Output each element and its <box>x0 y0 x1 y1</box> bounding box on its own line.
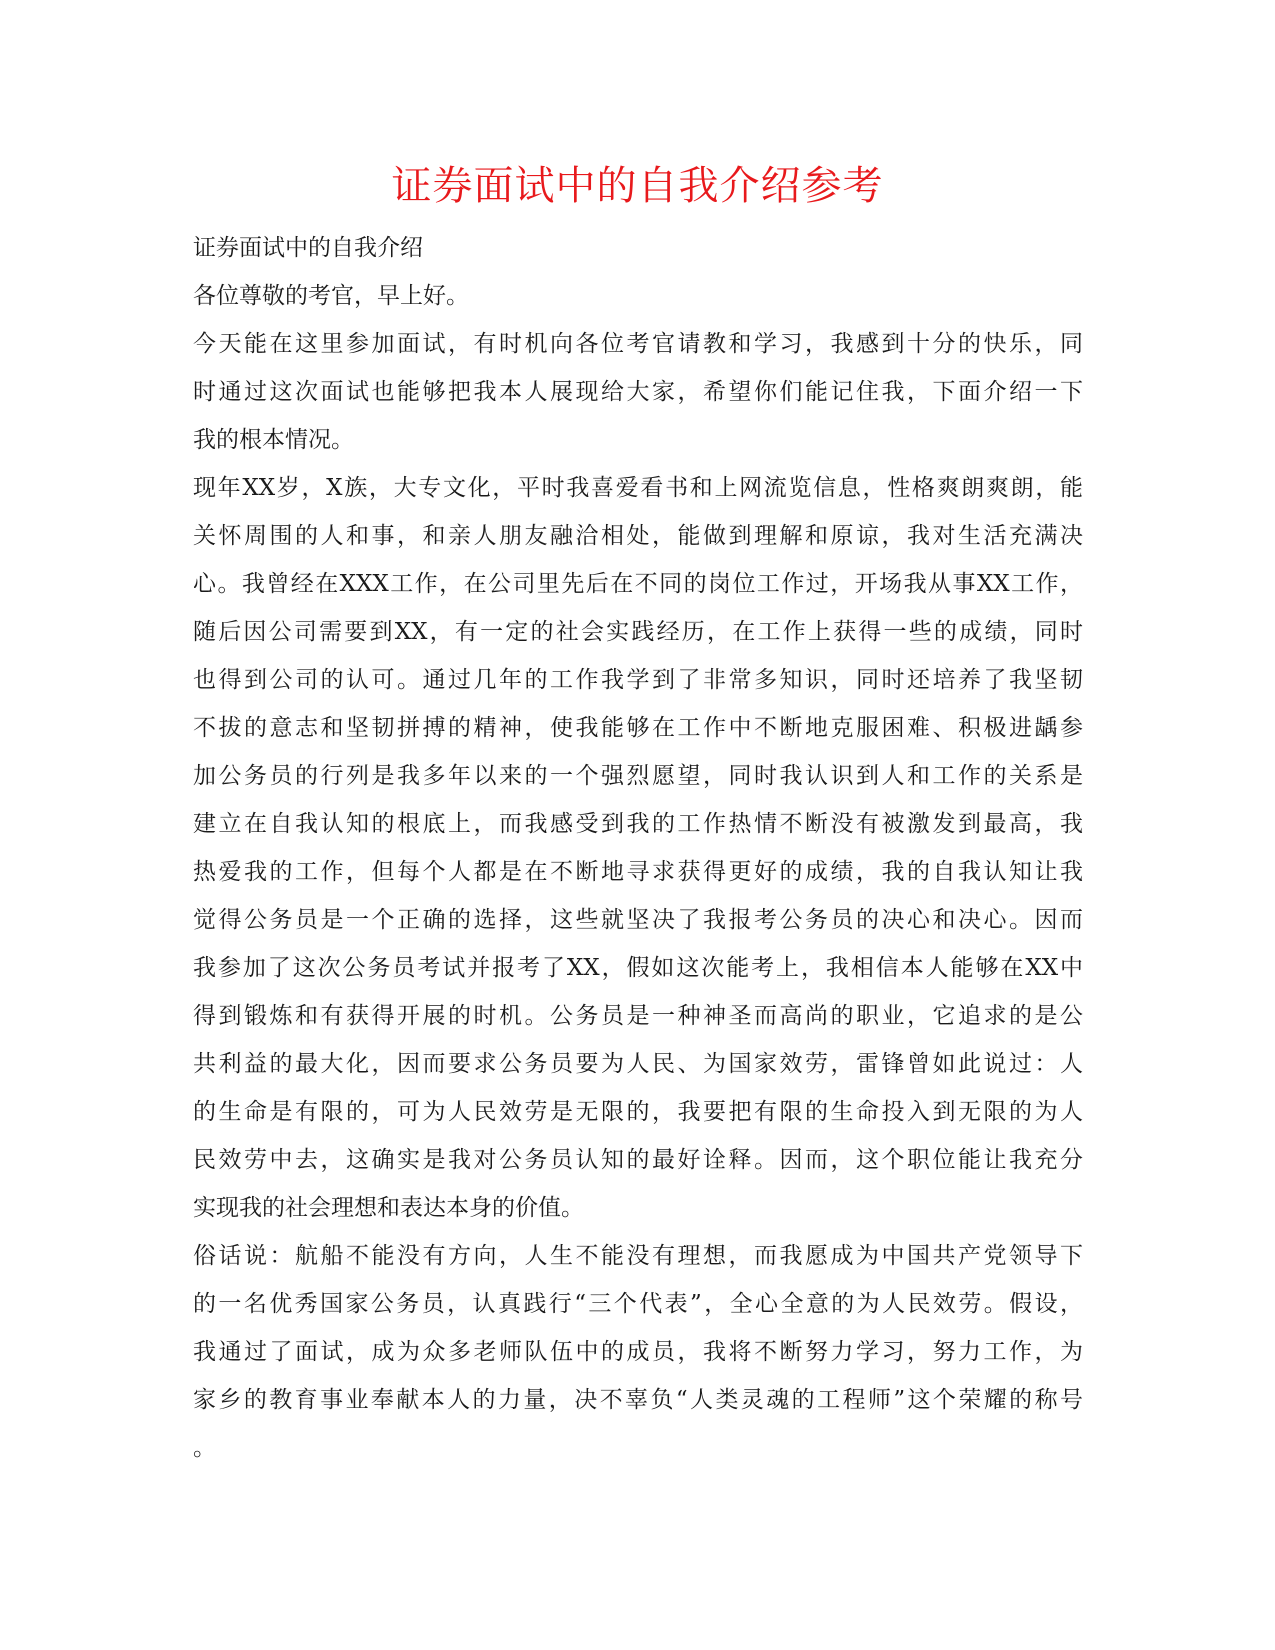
text-line: 心。我曾经在XXX工作，在公司里先后在不同的岗位工作过，开场我从事XX工作， <box>193 571 1083 597</box>
text-line: 我的根本情况。 <box>193 427 354 453</box>
text-line: 我通过了面试，成为众多老师队伍中的成员，我将不断努力学习，努力工作，为 <box>193 1339 1083 1365</box>
text-line: 现年XX岁，X族，大专文化，平时我喜爱看书和上网流览信息，性格爽朗爽朗，能 <box>193 475 1083 501</box>
text-line: 得到锻炼和有获得开展的时机。公务员是一种神圣而高尚的职业，它追求的是公 <box>193 1003 1083 1029</box>
text-line: 建立在自我认知的根底上，而我感受到我的工作热情不断没有被激发到最高，我 <box>193 811 1083 837</box>
text-line: 的生命是有限的，可为人民效劳是无限的，我要把有限的生命投入到无限的为人 <box>193 1099 1083 1125</box>
text-line: 的一名优秀国家公务员，认真践行“三个代表”，全心全意的为人民效劳。假设， <box>193 1291 1083 1317</box>
text-line: 今天能在这里参加面试，有时机向各位考官请教和学习，我感到十分的快乐，同 <box>193 331 1083 357</box>
text-line: 关怀周围的人和事，和亲人朋友融洽相处，能做到理解和原谅，我对生活充满决 <box>193 523 1083 549</box>
text-line: 。 <box>193 1435 216 1461</box>
text-line: 时通过这次面试也能够把我本人展现给大家，希望你们能记住我，下面介绍一下 <box>193 379 1083 405</box>
text-line: 不拔的意志和坚韧拼搏的精神，使我能够在工作中不断地克服困难、积极进龋参 <box>193 715 1083 741</box>
text-line: 民效劳中去，这确实是我对公务员认知的最好诠释。因而，这个职位能让我充分 <box>193 1147 1083 1173</box>
text-line: 证券面试中的自我介绍 <box>193 235 423 261</box>
text-line: 随后因公司需要到XX，有一定的社会实践经历，在工作上获得一些的成绩，同时 <box>193 619 1083 645</box>
text-line: 共利益的最大化，因而要求公务员要为人民、为国家效劳，雷锋曾如此说过：人 <box>193 1051 1083 1077</box>
document-title: 证券面试中的自我介绍参考 <box>391 163 884 209</box>
text-line: 家乡的教育事业奉献本人的力量，决不辜负“人类灵魂的工程师”这个荣耀的称号 <box>193 1387 1083 1413</box>
text-line: 实现我的社会理想和表达本身的价值。 <box>193 1195 584 1221</box>
text-line: 也得到公司的认可。通过几年的工作我学到了非常多知识，同时还培养了我坚韧 <box>193 667 1083 693</box>
text-line: 觉得公务员是一个正确的选择，这些就坚决了我报考公务员的决心和决心。因而 <box>193 907 1083 933</box>
text-line: 俗话说：航船不能没有方向，人生不能没有理想，而我愿成为中国共产党领导下 <box>193 1243 1083 1269</box>
text-line: 我参加了这次公务员考试并报考了XX，假如这次能考上，我相信本人能够在XX中 <box>193 955 1083 981</box>
text-line: 热爱我的工作，但每个人都是在不断地寻求获得更好的成绩，我的自我认知让我 <box>193 859 1083 885</box>
text-line: 加公务员的行列是我多年以来的一个强烈愿望，同时我认识到人和工作的关系是 <box>193 763 1083 789</box>
text-line: 各位尊敬的考官，早上好。 <box>193 283 469 309</box>
document-body <box>193 224 1083 1472</box>
